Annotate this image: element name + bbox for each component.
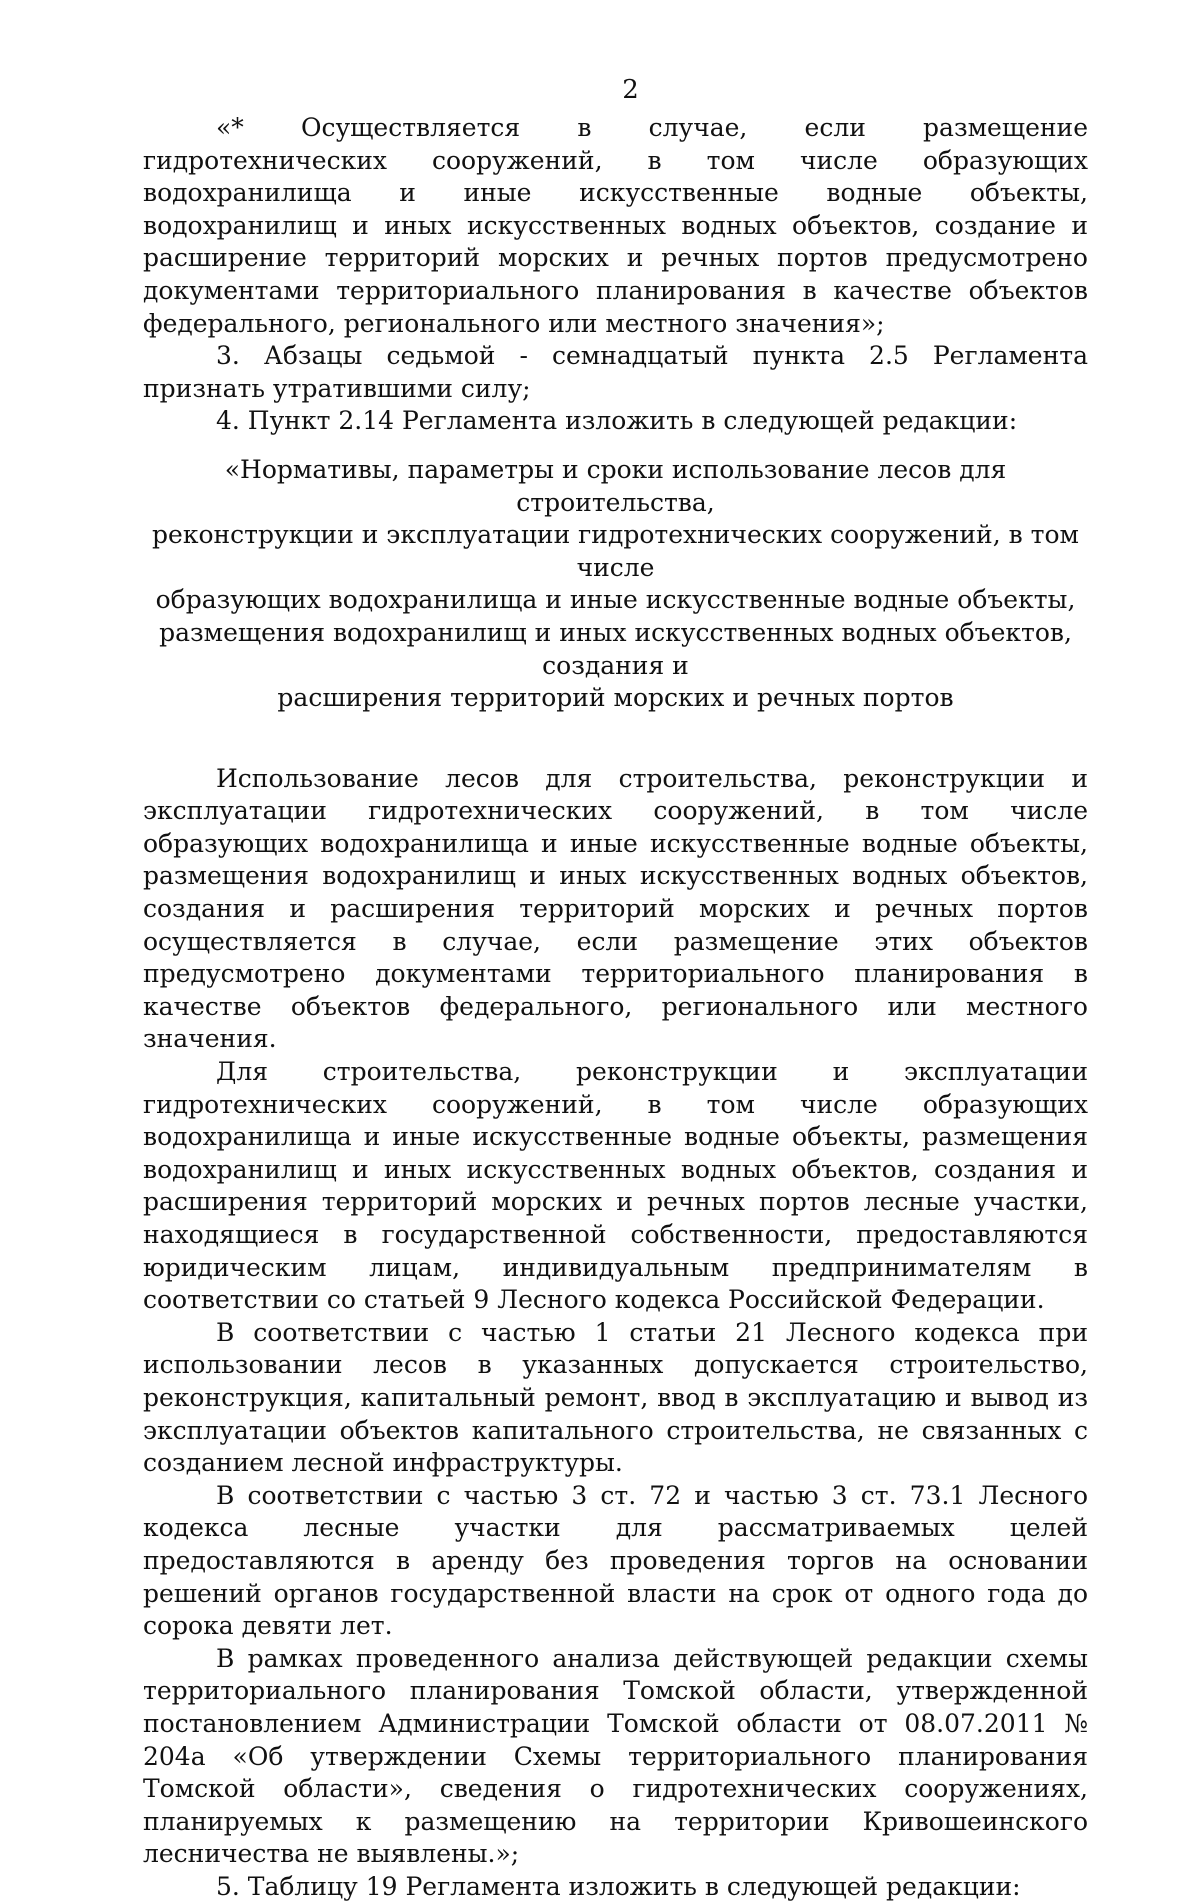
item-3-paragraph: 3. Абзацы седьмой - семнадцатый пункта 2.5 Регламента признать утратившими силу;	[143, 341, 1088, 403]
item-4-paragraph: 4. Пункт 2.14 Регламента изложить в следующей редакции:	[216, 406, 1018, 436]
heading-line: размещения водохранилищ и иных искусственных водных объектов, создания и	[159, 617, 1072, 680]
heading-line: «Нормативы, параметры и сроки использование лесов для строительства,	[224, 454, 1007, 517]
body-paragraph: В соответствии с частью 3 ст. 72 и частью 3 ст. 73.1 Лесного кодекса лесные участки для рассматриваемых целей предоставляются в аренду без проведения торгов на основании решений органов государственной власти на срок от одного года до сорока девяти лет.	[143, 1480, 1088, 1641]
footnote-paragraph: «* Осуществляется в случае, если размещение гидротехнических сооружений, в том числе образующих водохранилища и иные искусственные водные объекты, водохранилищ и иных искусственных водных объектов, создание и расширение территорий морских и речных портов предусмотрено документами территориального планирования в качестве объектов федерального, регионального или местного значения»;	[143, 113, 1088, 338]
item-5-paragraph: 5. Таблицу 19 Регламента изложить в следующей редакции:	[216, 1871, 1021, 1901]
section-heading	[143, 454, 1088, 715]
body-paragraph: В соответствии с частью 1 статьи 21 Лесного кодекса при использовании лесов в указанных допускается строительство, реконструкция, капитальный ремонт, ввод в эксплуатацию и вывод из эксплуатации объектов капитального строительства, не связанных с созданием лесной инфраструктуры.	[143, 1317, 1088, 1478]
page-number: 2	[622, 75, 639, 105]
heading-line: образующих водохранилища и иные искусственные водные объекты,	[155, 585, 1076, 615]
heading-line: расширения территорий морских и речных портов	[277, 683, 954, 713]
body-paragraph: Использование лесов для строительства, реконструкции и эксплуатации гидротехнических сооружений, в том числе образующих водохранилища и иные искусственные водные объекты, размещения водохранилищ и иных искусственных водных объектов, создания и расширения территорий морских и речных портов осуществляется в случае, если размещение этих объектов предусмотрено документами территориального планирования в качестве объектов федерального, регионального или местного значения.	[143, 763, 1088, 1054]
body-paragraph: Для строительства, реконструкции и эксплуатации гидротехнических сооружений, в том числе образующих водохранилища и иные искусственные водные объекты, размещения водохранилищ и иных искусственных водных объектов, создания и расширения территорий морских и речных портов лесные участки, находящиеся в государственной собственности, предоставляются юридическим лицам, индивидуальным предпринимателям в соответствии со статьей 9 Лесного кодекса Российской Федерации.	[143, 1057, 1088, 1315]
body-paragraph: В рамках проведенного анализа действующей редакции схемы территориального планирования Томской области, утвержденной постановлением Администрации Томской области от 08.07.2011 № 204а «Об утверждении Схемы территориального планирования Томской области», сведения о гидротехнических сооружениях, планируемых к размещению на территории Кривошеинского лесничества не выявлены.»;	[143, 1643, 1088, 1869]
heading-line: реконструкции и эксплуатации гидротехнических сооружений, в том числе	[152, 520, 1079, 582]
